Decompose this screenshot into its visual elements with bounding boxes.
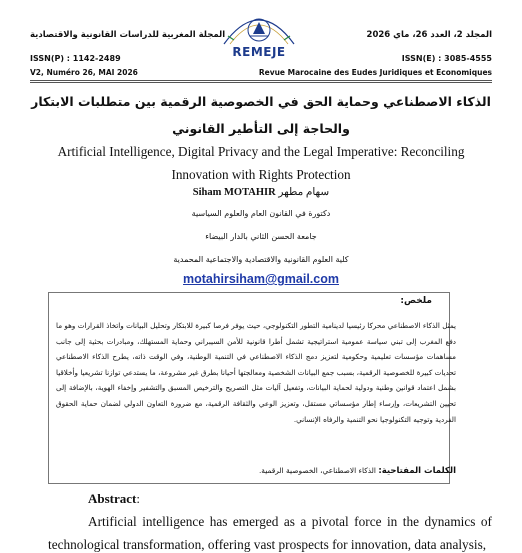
journal-header-left: [30, 30, 225, 64]
logo-emblem-icon: [214, 2, 304, 46]
header-divider: [30, 80, 492, 81]
paper-title-ar: الذكاء الاصطناعي وحماية الحق في الخصوصية الرقمية بين متطلبات الابتكار والحاجة إلى التأطير القانوني: [31, 94, 491, 136]
abstract-ar-body: يمثل الذكاء الاصطناعي محركا رئيسيا لدينامية التطور التكنولوجي، حيث يوفر فرصا كبيرة للابتكار وتحليل البيانات واتخاذ القرارات وهو ما دفع المغرب إلى تبني سياسة عمومية استراتيجية تشمل أطرا قانونية للأمن السيبراني وحماية المستهلك، ومبادرات بحثية إلى جانب مساهمات مؤسسات تعليمية وحكومية لتعزيز دمج الذكاء الاصطناعي في التنمية الوطنية، وفي الوقت ذاته، يطرح الذكاء الاصطناعي تحديات كبيرة للخصوصية الرقمية، بسبب جمع البيانات الشخصية ومعالجتها أحيانا بطرق غير مشروعة، ما يستدعي توازنا تشريعيا وأخلاقيا بشمل اعتماد قوانين وطنية ودولية لحماية البيانات، وتفعيل آليات مثل التصريح والترخيص المسبق والتشفير وإخفاء الهوية، بالإضافة إلى تحيين التشريعات، وإرساء إطار مؤسساتي مستقل، وتعزيز الوعي والثقافة الرقمية، مع ضرورة التعاون الدولي لضمان حماية الحقوق الفردية وتوجيه التكنولوجيا نحو التنمية والرفاه الإنساني.: [56, 321, 456, 424]
keywords-ar-label: الكلمات المفتاحية:: [378, 466, 456, 476]
journal-header-right: [367, 30, 492, 64]
abstract-en-heading-text: Abstract: [88, 491, 137, 506]
keywords-ar-value: الذكاء الاصطناعي، الخصوصية الرقمية.: [258, 466, 376, 475]
author-affiliation-university: جامعة الحسن الثاني بالدار البيضاء: [205, 232, 317, 241]
journal-logo: [214, 2, 304, 64]
abstract-en-body: Artificial intelligence has emerged as a pivotal force in the dynamics of technological transformation, offering vast prospects for innovation, data analysis,: [48, 514, 492, 552]
author-name-ar: سهام مطهر: [278, 187, 330, 198]
volume-issue-fr: V2, Numéro 26, MAI 2026: [30, 68, 138, 77]
issn-print: ISSN(P) : 1142-2489: [30, 53, 121, 63]
author-affiliation-degree: دكتورة في القانون العام والعلوم السياسية: [191, 209, 331, 218]
abstract-en-heading: [88, 491, 140, 507]
volume-issue-ar: المجلد 2، العدد 26، ماي 2026: [366, 30, 492, 40]
abstract-ar-label: ملخص:: [400, 296, 432, 306]
author-name: [30, 186, 492, 198]
paper-title-en: Artificial Intelligence, Digital Privacy and the Legal Imperative: Reconciling Innovation with Rights Protection: [57, 144, 465, 182]
header-divider-2: [30, 82, 492, 83]
issn-electronic: ISSN(E) : 3085-4555: [401, 53, 492, 63]
logo-text: REMEJE: [232, 45, 286, 59]
journal-name-fr: Revue Marocaine des Eudes Juridiques et Economiques: [258, 68, 492, 77]
author-affiliation-faculty: كلية العلوم القانونية والاقتصادية والاجتماعية المحمدية: [173, 255, 349, 264]
journal-name-ar: المجلة المغربية للدراسات القانونية والاقتصادية: [30, 30, 226, 40]
author-name-en: Siham MOTAHIR: [192, 187, 276, 198]
keywords-ar: [259, 466, 456, 476]
abstract-en-colon: :: [136, 491, 141, 506]
author-email-link[interactable]: motahirsiham@gmail.com: [183, 272, 339, 286]
